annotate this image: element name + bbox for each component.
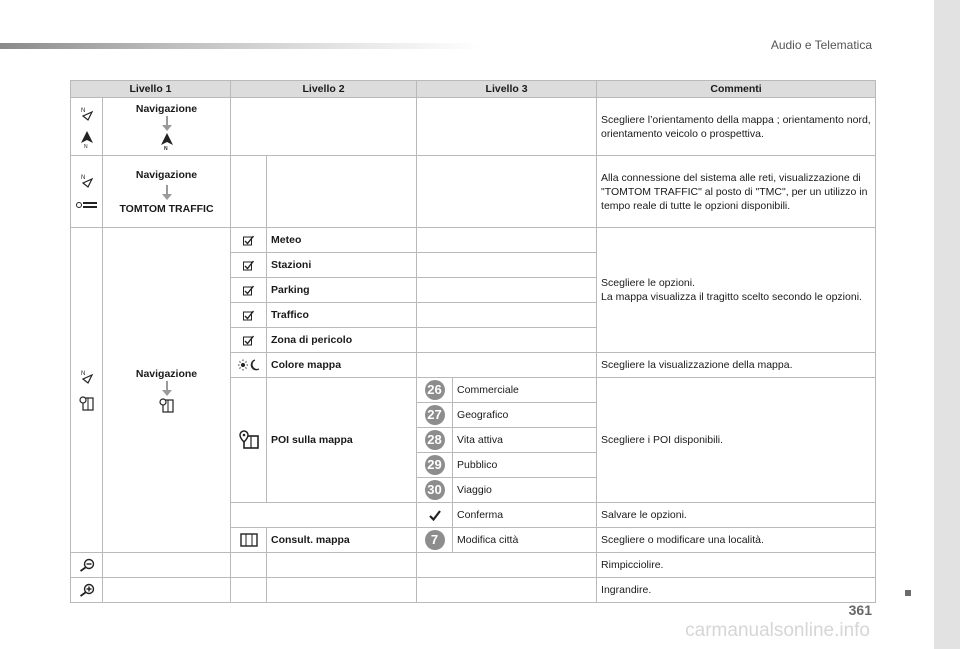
page-marker <box>905 590 911 596</box>
checkbox-icon[interactable] <box>243 234 254 246</box>
reference-badge: 26 <box>425 380 445 400</box>
table-row <box>71 156 876 228</box>
comment-text: Scegliere i POI disponibili. <box>597 378 876 503</box>
watermark: carmanualsonline.info <box>685 620 870 641</box>
tomtom-traffic-icon <box>76 199 98 211</box>
comment-text: Salvare le opzioni. <box>597 503 876 528</box>
north-arrow-icon <box>160 132 174 150</box>
page-edge-band <box>934 0 960 649</box>
poi-viaggio[interactable]: Viaggio <box>453 478 597 503</box>
map-settings-icon <box>79 395 95 411</box>
level1-label: Navigazione <box>135 168 198 181</box>
header-comments: Commenti <box>597 81 876 98</box>
navigation-north-icon <box>80 106 94 122</box>
arrow-down-icon <box>166 381 168 391</box>
arrow-down-icon <box>166 185 168 195</box>
reference-badge: 29 <box>425 455 445 475</box>
north-arrow-icon <box>80 130 94 148</box>
reference-badge: 28 <box>425 430 445 450</box>
comment-text: Ingrandire. <box>597 578 876 603</box>
confirm-option[interactable]: Conferma <box>453 503 597 528</box>
option-zona-di-pericolo[interactable]: Zona di pericolo <box>267 328 417 353</box>
checkbox-icon[interactable] <box>243 259 254 271</box>
comment-text: Scegliere o modificare una località. <box>597 528 876 553</box>
checkbox-icon[interactable] <box>243 334 254 346</box>
poi-map-icon[interactable] <box>238 434 260 446</box>
option-stazioni[interactable]: Stazioni <box>267 253 417 278</box>
poi-geografico[interactable]: Geografico <box>453 403 597 428</box>
header-gradient-bar <box>0 43 480 49</box>
menu-table <box>70 80 876 603</box>
comment-text <box>597 228 876 353</box>
svg-text:N: N <box>163 146 168 150</box>
poi-pubblico[interactable]: Pubblico <box>453 453 597 478</box>
reference-badge: 7 <box>425 530 445 550</box>
reference-badge: 27 <box>425 405 445 425</box>
table-header-row <box>71 81 876 98</box>
option-poi-sulla-mappa[interactable]: POI sulla mappa <box>267 378 417 503</box>
checkbox-icon[interactable] <box>243 309 254 321</box>
comment-line: La mappa visualizza il tragitto scelto secondo le opzioni. <box>601 291 862 303</box>
option-meteo[interactable]: Meteo <box>267 228 417 253</box>
svg-text:N: N <box>83 143 88 148</box>
header-level1: Livello 1 <box>71 81 231 98</box>
arrow-down-icon <box>166 116 168 126</box>
level1-label: Navigazione <box>135 367 198 380</box>
option-parking[interactable]: Parking <box>267 278 417 303</box>
page-number: 361 <box>848 602 872 618</box>
comment-text: Rimpicciolire. <box>597 553 876 578</box>
table-row <box>71 553 876 578</box>
map-settings-icon <box>159 397 175 413</box>
consult-modifica-citta[interactable]: Modifica città <box>453 528 597 553</box>
checkbox-icon[interactable] <box>243 284 254 296</box>
day-night-icon[interactable] <box>238 359 260 371</box>
navigation-north-icon <box>80 173 94 189</box>
zoom-in-icon[interactable] <box>79 584 95 596</box>
zoom-out-icon[interactable] <box>79 559 95 571</box>
table-row <box>71 98 876 156</box>
table-row <box>71 578 876 603</box>
checkmark-icon[interactable] <box>429 509 441 521</box>
map-book-icon[interactable] <box>240 534 258 546</box>
comment-text: Scegliere la visualizzazione della mappa. <box>597 353 876 378</box>
comment-text: Alla connessione del sistema alle reti, visualizzazione di "TOMTOM TRAFFIC" al posto di "TMC", per un utilizzo in tempo reale di tutte le opzioni disponibili. <box>597 156 876 228</box>
header-level3: Livello 3 <box>417 81 597 98</box>
comment-line: Scegliere le opzioni. <box>601 277 696 289</box>
option-colore-mappa[interactable]: Colore mappa <box>267 353 417 378</box>
level1-sub-label: TOMTOM TRAFFIC <box>119 202 214 215</box>
header-level2: Livello 2 <box>231 81 417 98</box>
option-consult-mappa[interactable]: Consult. mappa <box>267 528 417 553</box>
option-traffico[interactable]: Traffico <box>267 303 417 328</box>
level1-label: Navigazione <box>135 103 198 115</box>
svg-text:N: N <box>80 371 85 377</box>
svg-text:N: N <box>80 174 85 181</box>
table-row <box>71 228 876 253</box>
svg-text:N: N <box>80 107 85 114</box>
poi-vita-attiva[interactable]: Vita attiva <box>453 428 597 453</box>
poi-commerciale[interactable]: Commerciale <box>453 378 597 403</box>
comment-text: Scegliere l’orientamento della mappa ; orientamento nord, orientamento veicolo o prospettiva. <box>597 98 876 156</box>
page-header-title: Audio e Telematica <box>770 38 872 52</box>
navigation-north-icon <box>80 369 94 385</box>
reference-badge: 30 <box>425 480 445 500</box>
